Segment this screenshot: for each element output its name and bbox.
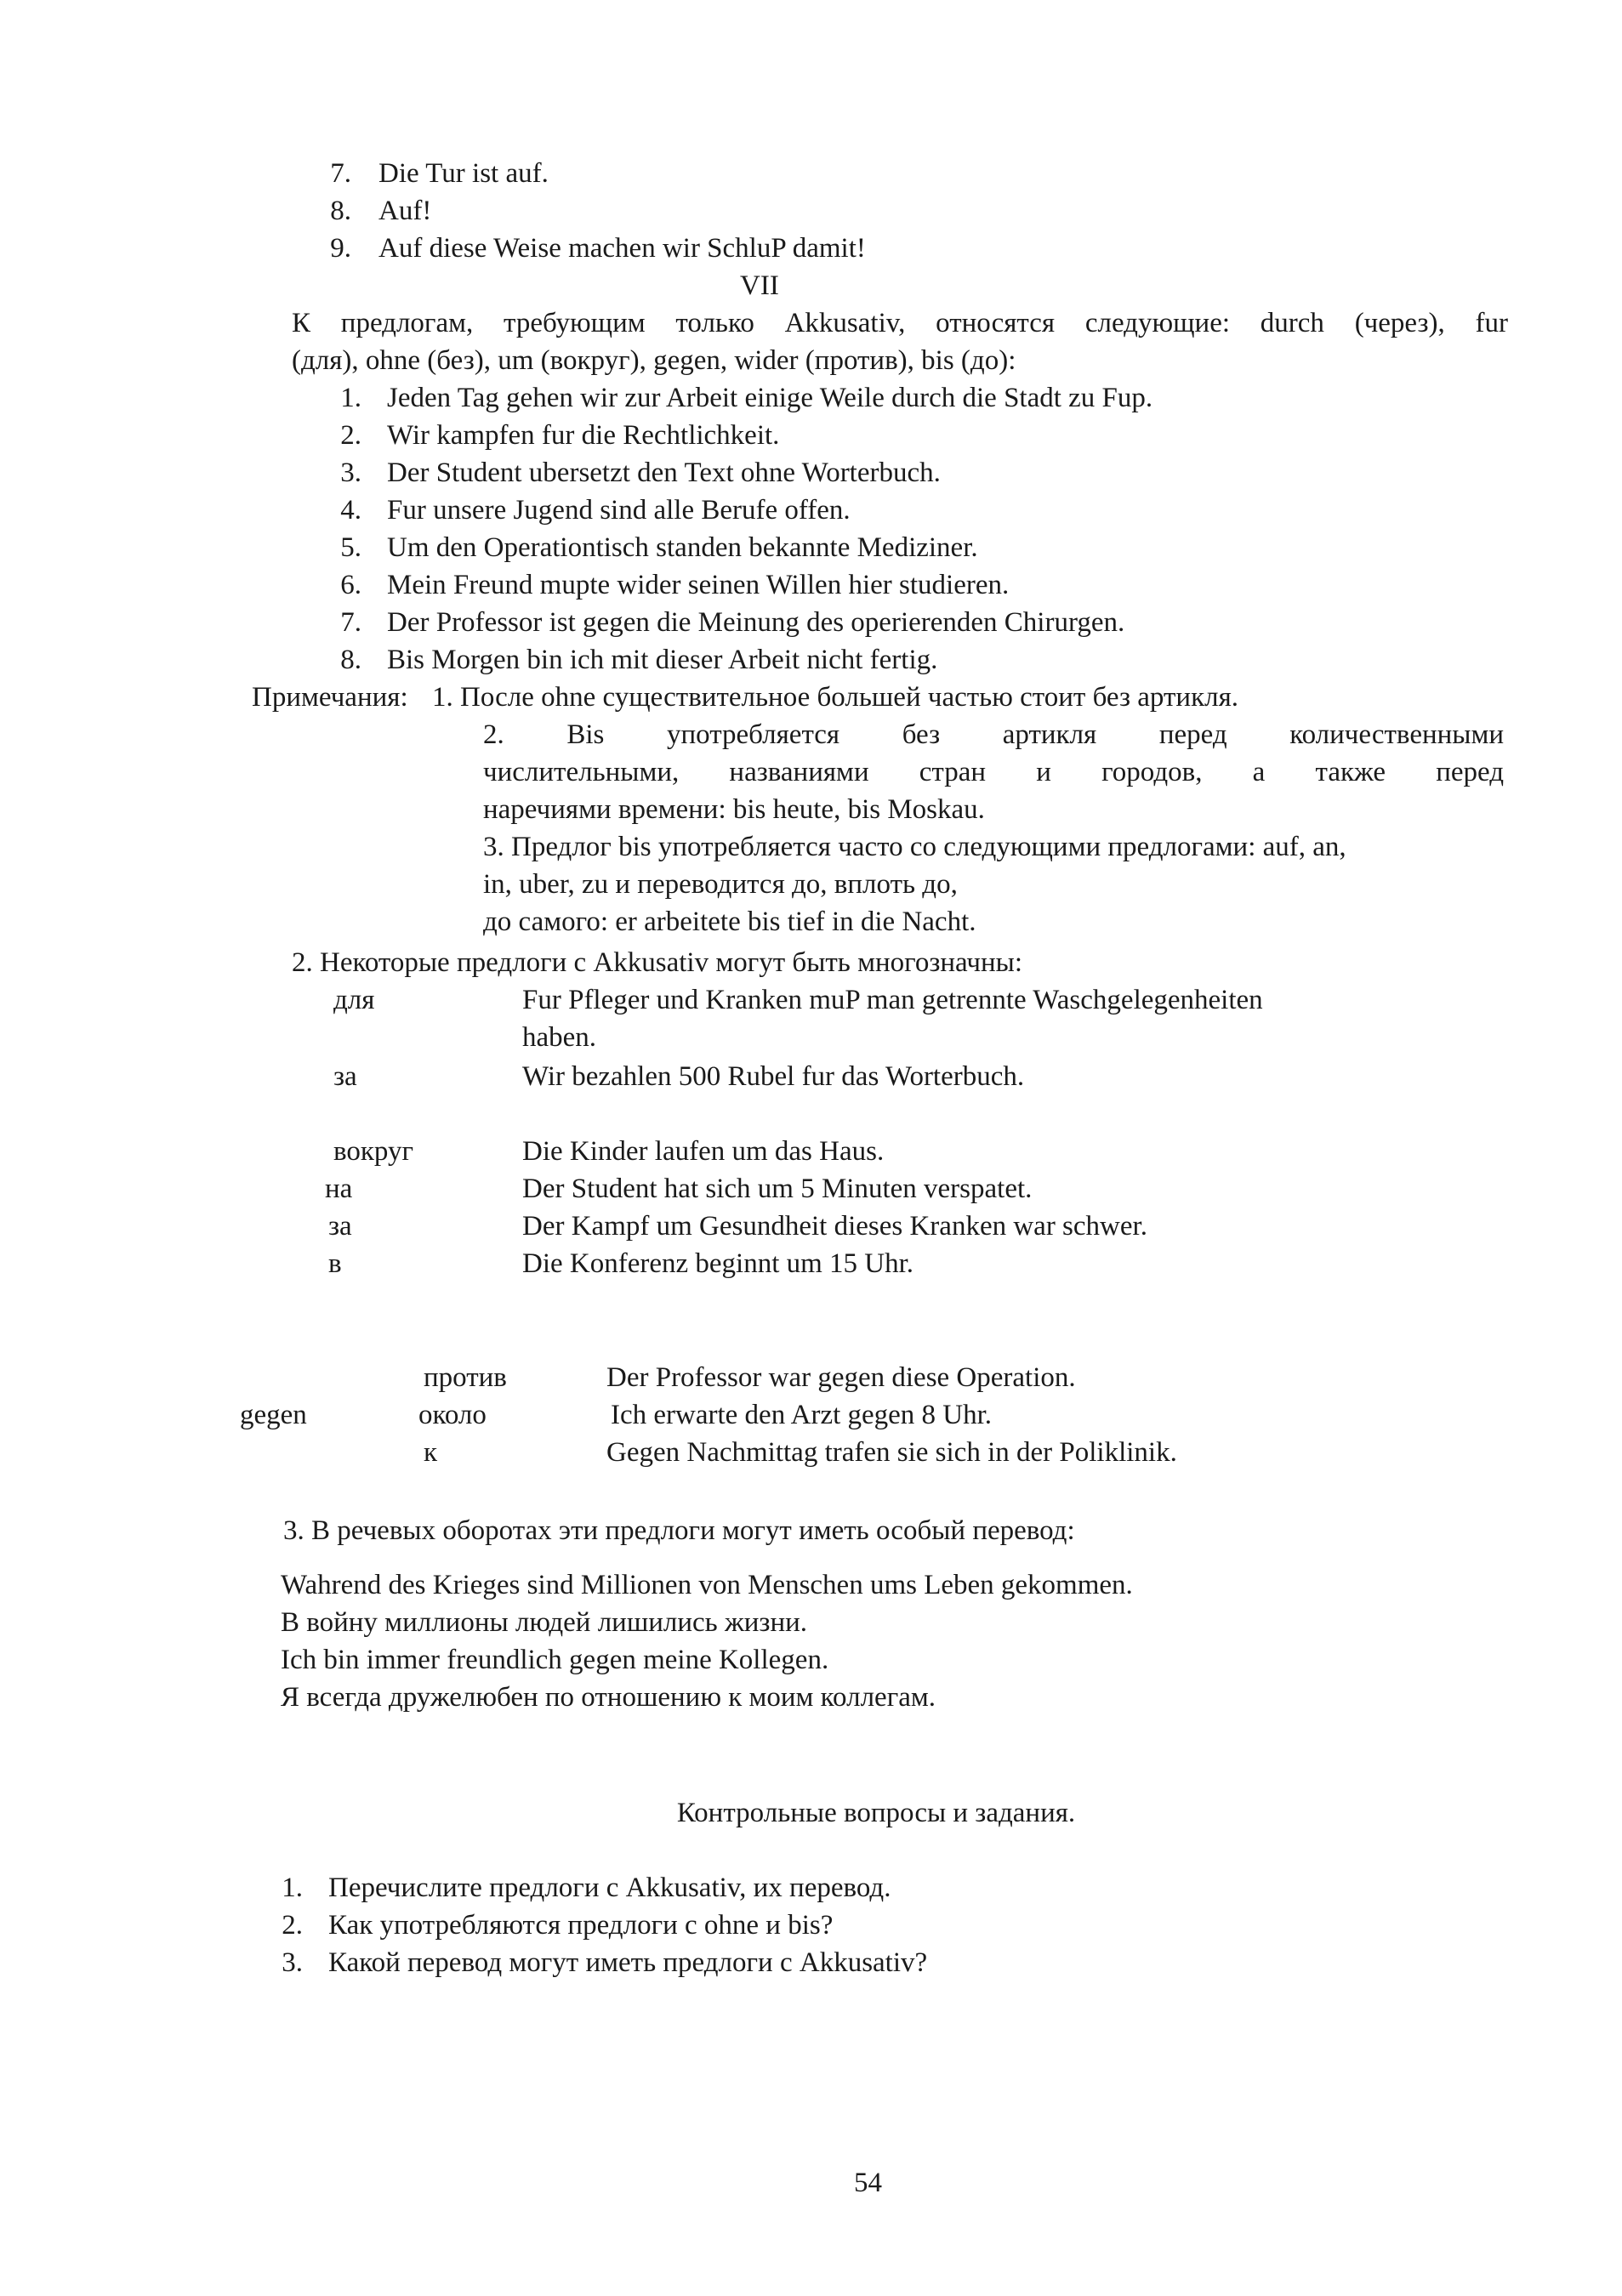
example-sentence: Jeden Tag gehen wir zur Arbeit einige Weile durch die Stadt zu Fup. [387, 383, 1153, 413]
example-number: 2. [340, 420, 361, 451]
translation-example: Fur Pfleger und Kranken muP man getrennte Waschgelegenheiten [522, 985, 1263, 1015]
list-item: Auf! [378, 196, 432, 226]
example-sentence: Bis Morgen bin ich mit dieser Arbeit nicht fertig. [387, 645, 938, 675]
example-number: 7. [340, 607, 361, 638]
list-number: 8. [330, 196, 351, 226]
intro-line-2: (для), ohne (без), um (вокруг), gegen, wider (против), bis (до): [292, 345, 1016, 376]
question-number: 3. [282, 1947, 303, 1978]
point-3-header: 3. В речевых оборотах эти предлоги могут иметь особый перевод: [283, 1515, 1075, 1546]
list-item: Die Tur ist auf. [378, 158, 549, 189]
example-sentence: Wir kampfen fur die Rechtlichkeit. [387, 420, 780, 451]
translation-example: Der Professor war gegen diese Operation. [606, 1362, 1076, 1393]
translation-example: Der Student hat sich um 5 Minuten verspatet. [522, 1174, 1033, 1204]
example-number: 5. [340, 532, 361, 563]
translation-example: Die Kinder laufen um das Haus. [522, 1136, 885, 1167]
translation-example: Die Konferenz beginnt um 15 Uhr. [522, 1248, 914, 1279]
translation-ru: около [418, 1400, 487, 1430]
list-item: Auf diese Weise machen wir SchluP damit! [378, 233, 866, 264]
translation-ru: вокруг [333, 1136, 413, 1167]
note-2-line-1: 2. Bis употребляется без артикля перед количественными [483, 719, 1504, 750]
note-3-line-1: 3. Предлог bis употребляется часто со следующими предлогами: auf, an, [483, 832, 1346, 862]
translation-ru: за [328, 1211, 352, 1242]
example-sentence: Um den Operationtisch standen bekannte Mediziner. [387, 532, 978, 563]
question-text: Перечислите предлоги с Akkusativ, их перевод. [328, 1873, 891, 1903]
phrase-line: В войну миллионы людей лишились жизни. [281, 1607, 808, 1638]
note-2-line-2: числительными, названиями стран и городов, а также перед [483, 757, 1504, 787]
translation-ru: за [333, 1061, 357, 1092]
translation-example: Gegen Nachmittag trafen sie sich in der Poliklinik. [606, 1437, 1177, 1468]
example-sentence: Der Student ubersetzt den Text ohne Worterbuch. [387, 457, 941, 488]
translation-ru: против [424, 1362, 507, 1393]
example-number: 6. [340, 570, 361, 600]
example-sentence: Mein Freund mupte wider seinen Willen hier studieren. [387, 570, 1010, 600]
list-number: 9. [330, 233, 351, 264]
translation-example: Wir bezahlen 500 Rubel fur das Worterbuch. [522, 1061, 1025, 1092]
point-2-header: 2. Некоторые предлоги с Akkusativ могут быть многозначны: [292, 947, 1022, 978]
question-text: Какой перевод могут иметь предлоги с Akkusativ? [328, 1947, 928, 1978]
page-number: 54 [854, 2168, 882, 2198]
note-3-line-3: до самого: er arbeitete bis tief in die Nacht. [483, 906, 976, 937]
translation-ru: к [424, 1437, 438, 1468]
note-3-line-2: in, uber, zu и переводится до, вплоть до, [483, 869, 958, 900]
question-text: Как употребляются предлоги с ohne и bis? [328, 1910, 834, 1941]
questions-title: Контрольные вопросы и задания. [676, 1798, 1076, 1828]
note-2-line-3: наречиями времени: bis heute, bis Moskau. [483, 794, 985, 825]
gegen-label: gegen [240, 1400, 307, 1430]
example-sentence: Fur unsere Jugend sind alle Berufe offen. [387, 495, 851, 526]
example-number: 8. [340, 645, 361, 675]
phrase-line: Ich bin immer freundlich gegen meine Kollegen. [281, 1645, 829, 1675]
translation-ru: для [333, 985, 375, 1015]
example-number: 1. [340, 383, 361, 413]
note-1: 1. После ohne существительное большей частью стоит без артикля. [432, 682, 1238, 713]
intro-line-1: К предлогам, требующим только Akkusativ, относятся следующие: durch (через), fur [292, 308, 1508, 338]
list-number: 7. [330, 158, 351, 189]
translation-ru: на [325, 1174, 353, 1204]
phrase-line: Я всегда дружелюбен по отношению к моим коллегам. [281, 1682, 936, 1713]
question-number: 2. [282, 1910, 303, 1941]
example-number: 3. [340, 457, 361, 488]
translation-example: Der Kampf um Gesundheit dieses Kranken war schwer. [522, 1211, 1147, 1242]
question-number: 1. [282, 1873, 303, 1903]
phrase-line: Wahrend des Krieges sind Millionen von Menschen ums Leben gekommen. [281, 1570, 1133, 1600]
example-sentence: Der Professor ist gegen die Meinung des operierenden Chirurgen. [387, 607, 1125, 638]
section-title: VII [740, 270, 779, 301]
translation-example: haben. [522, 1022, 597, 1053]
example-number: 4. [340, 495, 361, 526]
translation-example: Ich erwarte den Arzt gegen 8 Uhr. [611, 1400, 993, 1430]
translation-ru: в [328, 1248, 342, 1279]
notes-label: Примечания: [252, 682, 408, 713]
